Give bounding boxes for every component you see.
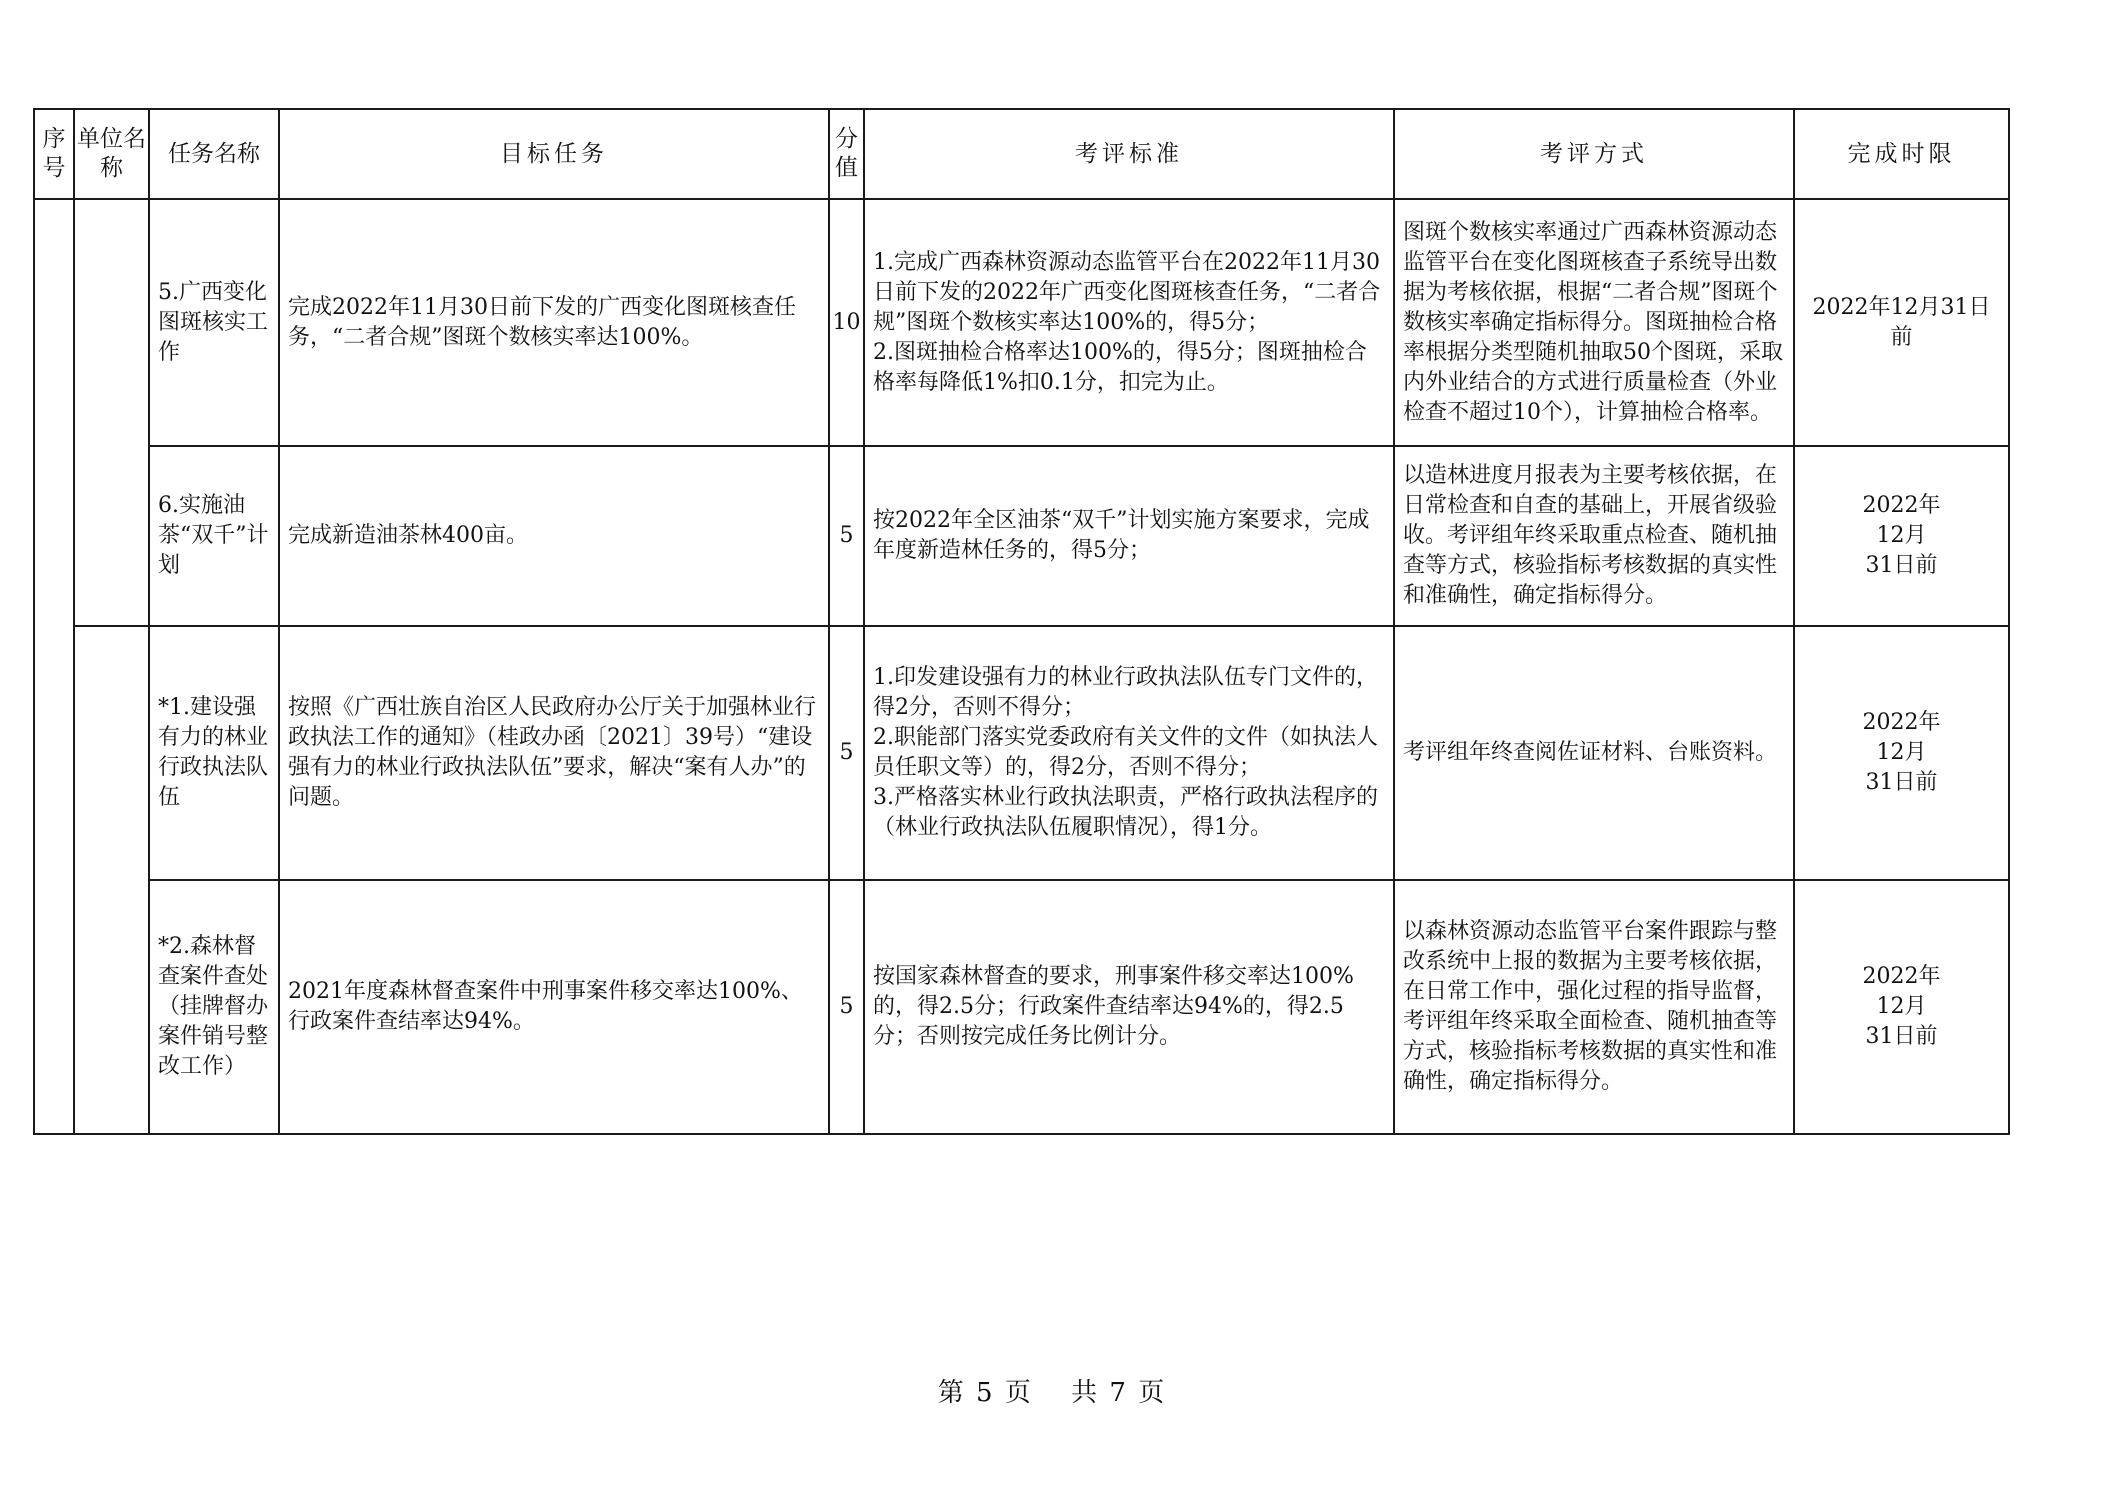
method-cell: 图斑个数核实率通过广西森林资源动态监管平台在变化图斑核查子系统导出数据为考核依据，根据“二者合规”图斑个数核实率确定指标得分。图斑抽检合格率根据分类型随机抽取50个图斑，采取内外业结合的方式进行质量检查（外业检查不超过10个），计算抽检合格率。 xyxy=(1394,199,1794,446)
target-cell: 按照《广西壮族自治区人民政府办公厅关于加强林业行政执法工作的通知》（桂政办函〔2021〕39号）“建设强有力的林业行政执法队伍”要求，解决“案有人办”的问题。 xyxy=(279,626,829,880)
table-row xyxy=(34,199,2009,446)
criteria-cell: 按国家森林督查的要求，刑事案件移交率达100%的，得2.5分；行政案件查结率达94%的，得2.5分；否则按完成任务比例计分。 xyxy=(864,880,1394,1134)
deadline-cell: 2022年 12月 31日前 xyxy=(1794,880,2009,1134)
page-footer xyxy=(0,1372,2104,1409)
header-criteria: 考评标准 xyxy=(864,109,1394,199)
task-name-cell: *1.建设强有力的林业行政执法队伍 xyxy=(149,626,279,880)
header-unit: 单位名称 xyxy=(74,109,149,199)
unit-cell xyxy=(74,626,149,1134)
header-deadline: 完成时限 xyxy=(1794,109,2009,199)
table-row xyxy=(34,446,2009,626)
table-header-row xyxy=(34,109,2009,199)
deadline-cell: 2022年 12月 31日前 xyxy=(1794,626,2009,880)
seq-cell xyxy=(34,199,74,1134)
header-target: 目标任务 xyxy=(279,109,829,199)
header-method: 考评方式 xyxy=(1394,109,1794,199)
target-cell: 完成新造油茶林400亩。 xyxy=(279,446,829,626)
deadline-cell: 2022年 12月 31日前 xyxy=(1794,446,2009,626)
table-row xyxy=(34,626,2009,880)
target-cell: 完成2022年11月30日前下发的广西变化图斑核查任务，“二者合规”图斑个数核实率达100%。 xyxy=(279,199,829,446)
task-name-cell: *2.森林督查案件查处（挂牌督办案件销号整改工作） xyxy=(149,880,279,1134)
unit-cell xyxy=(74,199,149,626)
header-score: 分值 xyxy=(829,109,864,199)
score-cell: 5 xyxy=(829,446,864,626)
method-cell: 考评组年终查阅佐证材料、台账资料。 xyxy=(1394,626,1794,880)
method-cell: 以森林资源动态监管平台案件跟踪与整改系统中上报的数据为主要考核依据，在日常工作中，强化过程的指导监督，考评组年终采取全面检查、随机抽查等方式，核验指标考核数据的真实性和准确性，确定指标得分。 xyxy=(1394,880,1794,1134)
page-number: 第 5 页 xyxy=(937,1378,1033,1408)
header-seq: 序号 xyxy=(34,109,74,199)
task-name-cell: 6.实施油茶“双千”计划 xyxy=(149,446,279,626)
score-cell: 5 xyxy=(829,880,864,1134)
task-name-cell: 5.广西变化图斑核实工作 xyxy=(149,199,279,446)
assessment-table xyxy=(33,108,2010,1135)
score-cell: 5 xyxy=(829,626,864,880)
method-cell: 以造林进度月报表为主要考核依据，在日常检查和自查的基础上，开展省级验收。考评组年终采取重点检查、随机抽查等方式，核验指标考核数据的真实性和准确性，确定指标得分。 xyxy=(1394,446,1794,626)
deadline-cell: 2022年12月31日前 xyxy=(1794,199,2009,446)
criteria-cell: 按2022年全区油茶“双千”计划实施方案要求，完成年度新造林任务的，得5分； xyxy=(864,446,1394,626)
header-task-name: 任务名称 xyxy=(149,109,279,199)
page-total: 共 7 页 xyxy=(1071,1378,1167,1408)
criteria-cell: 1.完成广西森林资源动态监管平台在2022年11月30日前下发的2022年广西变化图斑核查任务，“二者合规”图斑个数核实率达100%的，得5分； 2.图斑抽检合格率达100%的，得5分；图斑抽检合格率每降低1%扣0.1分，扣完为止。 xyxy=(864,199,1394,446)
score-cell: 10 xyxy=(829,199,864,446)
table-row xyxy=(34,880,2009,1134)
criteria-cell: 1.印发建设强有力的林业行政执法队伍专门文件的，得2分，否则不得分； 2.职能部门落实党委政府有关文件的文件（如执法人员任职文等）的，得2分，否则不得分； 3.严格落实林业行政执法职责，严格行政执法程序的（林业行政执法队伍履职情况），得1分。 xyxy=(864,626,1394,880)
target-cell: 2021年度森林督查案件中刑事案件移交率达100%、行政案件查结率达94%。 xyxy=(279,880,829,1134)
